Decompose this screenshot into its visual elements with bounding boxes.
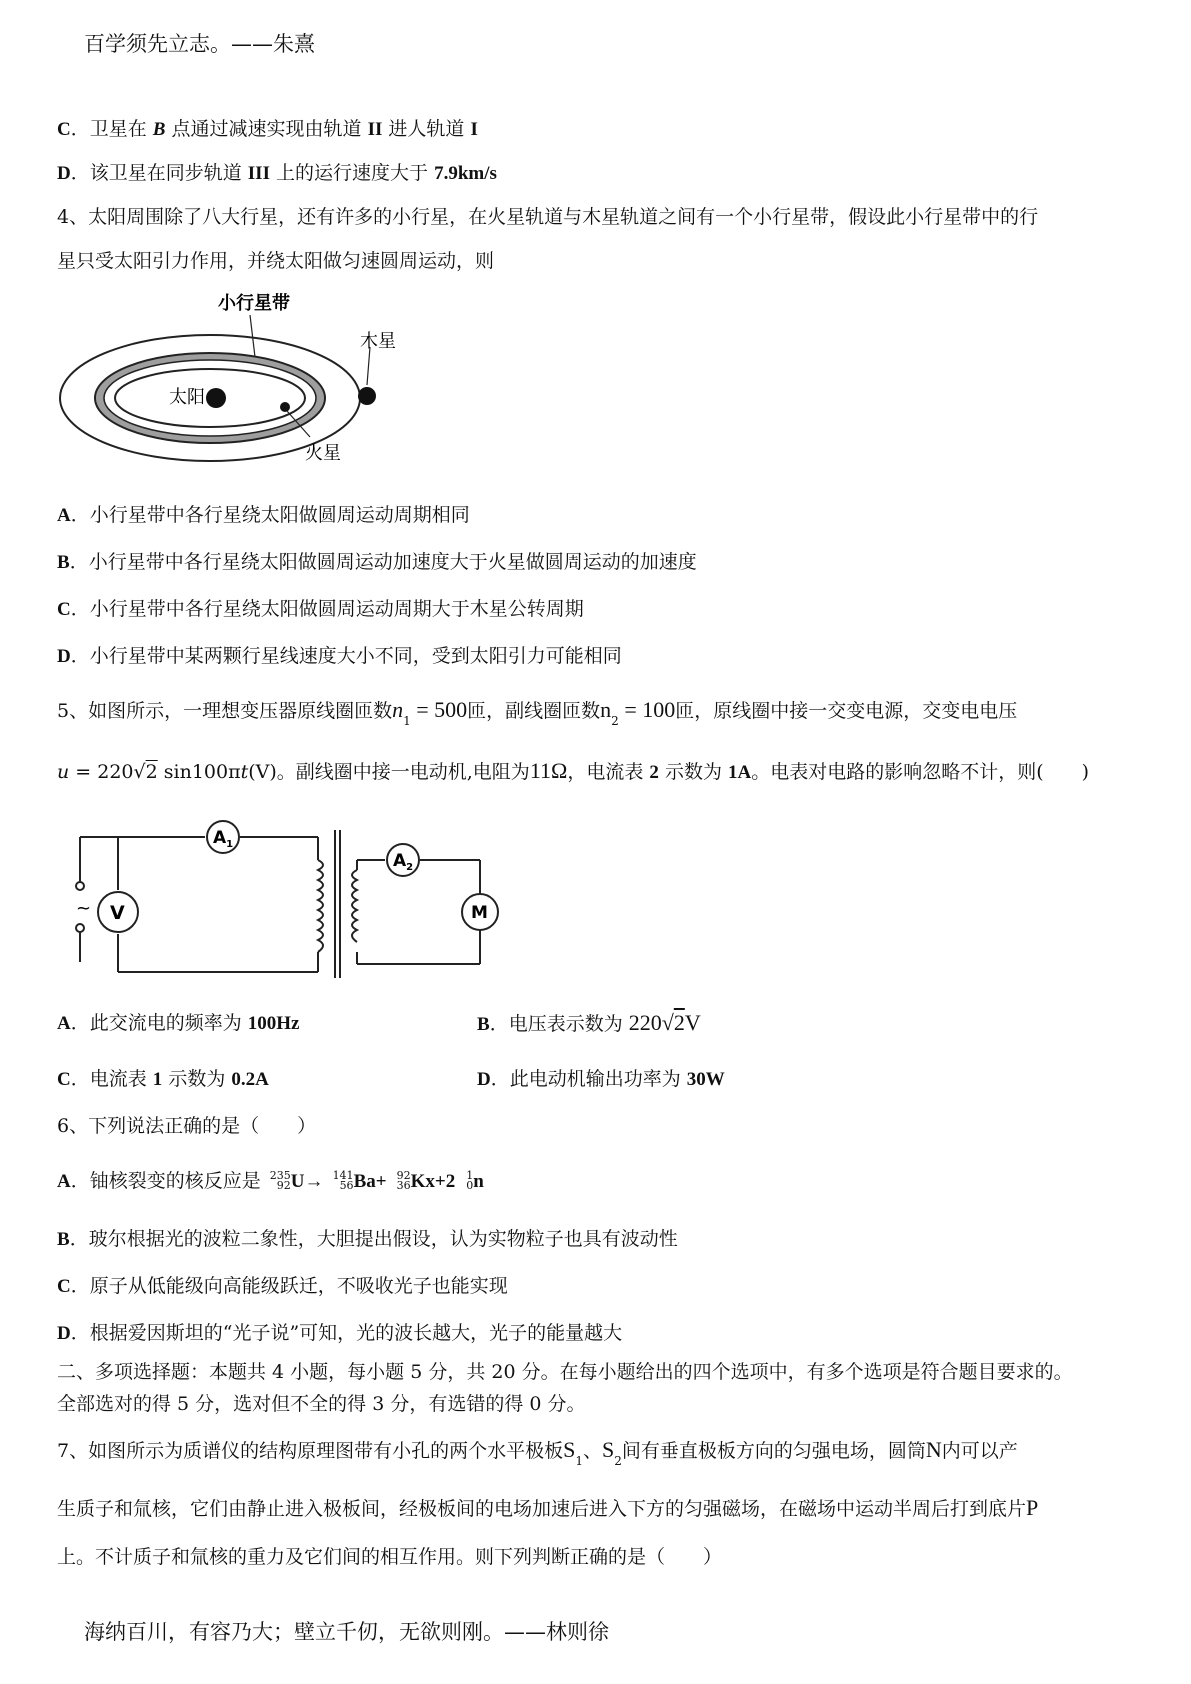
belt-label: 小行星带 (218, 293, 290, 314)
asteroid-belt-figure (55, 295, 415, 485)
q5-stem-line2: u = 220√2 sin100πt(V)。副线圈中接一电动机,电阻为11Ω，电流表 2 示数为 1A。电表对电路的影响忽略不计，则( ) (57, 758, 1090, 783)
q6-stem: 6、下列说法正确的是（ ） (57, 1115, 317, 1137)
sun-label: 太阳 (169, 387, 205, 408)
q3-option-d: D．该卫星在同步轨道 III 上的运行速度大于 7.9km/s (57, 162, 497, 184)
jupiter-label: 木星 (360, 331, 396, 352)
q5-option-b: B．电压表示数为 220√2V (477, 1010, 701, 1035)
q6-option-b: B．玻尔根据光的波粒二象性，大胆提出假设，认为实物粒子也具有波动性 (57, 1228, 678, 1250)
q5-option-d: D．此电动机输出功率为 30W (477, 1068, 725, 1090)
transformer-circuit-figure (60, 822, 488, 982)
q7-stem-line1: 7、如图所示为质谱仪的结构原理图带有小孔的两个水平极板$S_1$、$S_2$间有垂直极板方向的匀强电场，圆筒N内可以产 (57, 1437, 1018, 1468)
voltmeter-label: V (110, 902, 125, 924)
q5-option-c: C．电流表 1 示数为 0.2A (57, 1068, 269, 1090)
ammeter1-label: $A_1$ (213, 828, 234, 850)
header-quote: 百学须先立志。——朱熹 (84, 32, 315, 56)
q4-option-d: D．小行星带中某两颗行星线速度大小不同，受到太阳引力可能相同 (57, 645, 622, 667)
q7-stem-line2: 生质子和氚核，它们由静止进入极板间，经极板间的电场加速后进入下方的匀强磁场，在磁场中运动半周后打到底片P (57, 1495, 1039, 1520)
section2-line1: 二、多项选择题：本题共 4 小题，每小题 5 分，共 20 分。在每小题给出的四个选项中，有多个选项是符合题目要求的。 (57, 1361, 1073, 1383)
q4-option-a: A．小行星带中各行星绕太阳做圆周运动周期相同 (57, 504, 470, 526)
q3-option-c: C．卫星在 B 点通过减速实现由轨道 II 进人轨道 I (57, 118, 478, 140)
q6-option-d: D．根据爱因斯坦的“光子说”可知，光的波长越大，光子的能量越大 (57, 1322, 623, 1344)
mars-label: 火星 (305, 443, 341, 464)
section2-line2: 全部选对的得 5 分，选对但不全的得 3 分，有选错的得 0 分。 (57, 1393, 586, 1415)
q4-option-c: C．小行星带中各行星绕太阳做圆周运动周期大于木星公转周期 (57, 598, 584, 620)
footer-quote: 海纳百川，有容乃大；壁立千仞，无欲则刚。——林则徐 (84, 1620, 609, 1644)
q6-option-a: A．铀核裂变的核反应是 235 92 U→ 141 56 Ba+ 92 36 Kx+2 1 0 n (57, 1169, 484, 1192)
q4-stem-line2: 星只受太阳引力作用，并绕太阳做匀速圆周运动，则 (57, 250, 495, 272)
q5-stem-line1: 5、如图所示，一理想变压器原线圈匝数$n_1 = 500$匝，副线圈匝数$n_2 = 100$匝，原线圈中接一交变电源，交变电电压 (57, 697, 1018, 728)
motor-label: M (471, 903, 488, 923)
ac-source-symbol: ~ (76, 898, 92, 919)
q7-stem-line3: 上。不计质子和氚核的重力及它们间的相互作用。则下列判断正确的是（ ） (57, 1546, 723, 1568)
q4-stem-line1: 4、太阳周围除了八大行星，还有许多的小行星，在火星轨道与木星轨道之间有一个小行星带，假设此小行星带中的行 (57, 206, 1039, 228)
q5-option-a: A．此交流电的频率为 100Hz (57, 1012, 300, 1034)
q6-option-c: C．原子从低能级向高能级跃迁，不吸收光子也能实现 (57, 1275, 508, 1297)
q4-option-b: B．小行星带中各行星绕太阳做圆周运动加速度大于火星做圆周运动的加速度 (57, 551, 697, 573)
ammeter2-label: $A_2$ (393, 851, 414, 873)
